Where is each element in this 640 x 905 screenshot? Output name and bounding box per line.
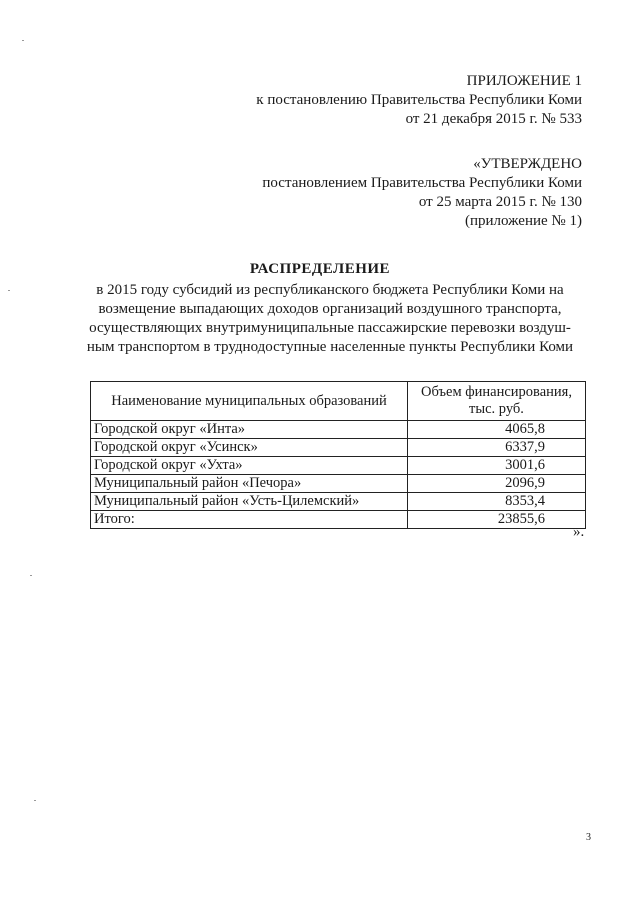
- appendix-line: к постановлению Правительства Республики Коми: [256, 92, 582, 108]
- table-row: [91, 421, 586, 439]
- column-header-name: Наименование муниципальных образований: [91, 382, 408, 421]
- table-header-row: [91, 382, 586, 421]
- table-row: [91, 439, 586, 457]
- amount-header-line: тыс. руб.: [469, 401, 524, 417]
- municipality-name: Городской округ «Ухта»: [91, 457, 408, 475]
- scan-speck: [22, 40, 24, 41]
- table-row: [91, 457, 586, 475]
- funding-amount: 3001,6: [408, 457, 586, 475]
- table-total-row: [91, 511, 586, 529]
- scan-speck: [30, 575, 32, 576]
- approval-header: [262, 155, 582, 231]
- scan-speck: [8, 290, 10, 291]
- total-amount: 23855,6: [408, 511, 586, 529]
- funding-amount: 8353,4: [408, 493, 586, 511]
- page-number: 3: [586, 832, 591, 843]
- approval-line: (приложение № 1): [464, 213, 582, 229]
- appendix-line: от 21 декабря 2015 г. № 533: [405, 111, 582, 127]
- municipality-name: Городской округ «Усинск»: [91, 439, 408, 457]
- document-title: РАСПРЕДЕЛЕНИЕ: [249, 261, 391, 277]
- approval-line: постановлением Правительства Республики Коми: [262, 175, 582, 191]
- appendix-line: ПРИЛОЖЕНИЕ 1: [466, 73, 582, 89]
- subtitle-line: ным транспортом в труднодоступные населенные пункты Республики Коми: [86, 339, 574, 355]
- amount-header-line: Объем финансирования,: [421, 384, 572, 400]
- total-label: Итого:: [91, 511, 408, 529]
- approval-line: от 25 марта 2015 г. № 130: [418, 194, 582, 210]
- column-header-amount: [408, 382, 586, 421]
- funding-amount: 2096,9: [408, 475, 586, 493]
- document-subtitle: [80, 281, 580, 357]
- approval-line: «УТВЕРЖДЕНО: [473, 156, 582, 172]
- funding-amount: 4065,8: [408, 421, 586, 439]
- municipality-name: Муниципальный район «Печора»: [91, 475, 408, 493]
- subsidy-table: [90, 381, 586, 529]
- appendix-header: [256, 72, 582, 129]
- closing-quote: ».: [573, 524, 585, 540]
- subtitle-line: в 2015 году субсидий из республиканского бюджета Республики Коми на: [96, 282, 564, 298]
- funding-amount: 6337,9: [408, 439, 586, 457]
- subtitle-line: возмещение выпадающих доходов организаций воздушного транспорта,: [98, 301, 562, 317]
- table-row: [91, 493, 586, 511]
- municipality-name: Муниципальный район «Усть-Цилемский»: [91, 493, 408, 511]
- subtitle-line: осуществляющих внутримуниципальные пассажирские перевозки воздуш-: [89, 320, 571, 336]
- scan-speck: [34, 800, 36, 801]
- municipality-name: Городской округ «Инта»: [91, 421, 408, 439]
- table-row: [91, 475, 586, 493]
